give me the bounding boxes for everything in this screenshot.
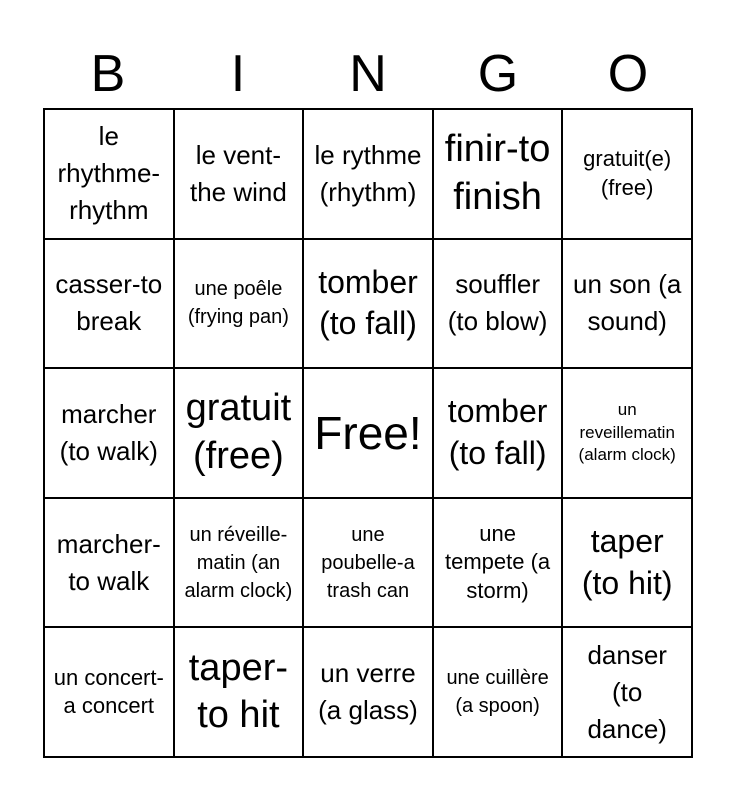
cell-text: marcher (to walk) bbox=[59, 399, 158, 466]
cell-text: le vent-the wind bbox=[189, 139, 287, 207]
cell-text: gratuit (free) bbox=[185, 387, 292, 477]
bingo-cell[interactable] bbox=[174, 239, 304, 369]
bingo-cell[interactable] bbox=[44, 239, 174, 369]
cell-text: taper (to hit) bbox=[581, 523, 673, 601]
bingo-cell[interactable] bbox=[562, 368, 692, 498]
bingo-cell[interactable] bbox=[433, 498, 563, 628]
cell-text: finir-to finish bbox=[444, 128, 551, 218]
bingo-cell[interactable] bbox=[44, 627, 174, 757]
bingo-cell[interactable] bbox=[433, 109, 563, 239]
cell-text: le rythme (rhythm) bbox=[314, 139, 422, 207]
cell-text: gratuit(e) (free) bbox=[583, 146, 672, 200]
cell-text: tomber (to fall) bbox=[318, 263, 418, 342]
header-letter-g: G bbox=[477, 45, 519, 103]
bingo-cell[interactable] bbox=[174, 368, 304, 498]
cell-text: danser (to dance) bbox=[587, 639, 667, 744]
cell-text: un son (a sound) bbox=[572, 269, 682, 337]
header-letter-b: B bbox=[90, 45, 126, 103]
cell-text: une cuillère (a spoon) bbox=[446, 667, 549, 718]
cell-text: une poubelle-a trash can bbox=[321, 523, 415, 602]
cell-text: taper-to hit bbox=[188, 646, 289, 737]
cell-text: un reveillematin (alarm clock) bbox=[578, 399, 676, 465]
cell-text: une tempete (a storm) bbox=[445, 520, 551, 603]
cell-text: une poêle (frying pan) bbox=[187, 278, 289, 329]
cell-text: un concert-a concert bbox=[53, 664, 164, 719]
free-space-cell[interactable] bbox=[303, 368, 433, 498]
bingo-cell[interactable] bbox=[174, 498, 304, 628]
bingo-cell[interactable] bbox=[433, 239, 563, 369]
header-letter-i: I bbox=[230, 45, 246, 103]
bingo-cell[interactable] bbox=[303, 627, 433, 757]
bingo-cell[interactable] bbox=[562, 239, 692, 369]
bingo-cell[interactable] bbox=[433, 368, 563, 498]
cell-text: un réveille-matin (an alarm clock) bbox=[184, 523, 293, 602]
bingo-cell[interactable] bbox=[44, 109, 174, 239]
cell-text: un verre (a glass) bbox=[318, 658, 418, 726]
cell-text: le rhythme-rhythm bbox=[57, 121, 161, 226]
bingo-header bbox=[43, 40, 693, 108]
bingo-cell[interactable] bbox=[562, 109, 692, 239]
bingo-cell[interactable] bbox=[562, 498, 692, 628]
bingo-cell[interactable] bbox=[303, 239, 433, 369]
cell-text: tomber (to fall) bbox=[447, 393, 548, 471]
bingo-cell[interactable] bbox=[44, 498, 174, 628]
cell-text: souffler (to blow) bbox=[447, 269, 548, 337]
cell-text: casser-to break bbox=[55, 269, 163, 337]
bingo-cell[interactable] bbox=[562, 627, 692, 757]
cell-text: marcher-to walk bbox=[56, 528, 161, 596]
bingo-board bbox=[43, 108, 693, 758]
free-space-text: Free! bbox=[314, 406, 422, 459]
bingo-cell[interactable] bbox=[44, 368, 174, 498]
bingo-cell[interactable] bbox=[303, 498, 433, 628]
bingo-cell[interactable] bbox=[433, 627, 563, 757]
bingo-cell[interactable] bbox=[174, 109, 304, 239]
header-letter-n: N bbox=[349, 45, 387, 103]
bingo-cell[interactable] bbox=[303, 109, 433, 239]
header-letter-o: O bbox=[607, 45, 649, 103]
bingo-cell[interactable] bbox=[174, 627, 304, 757]
